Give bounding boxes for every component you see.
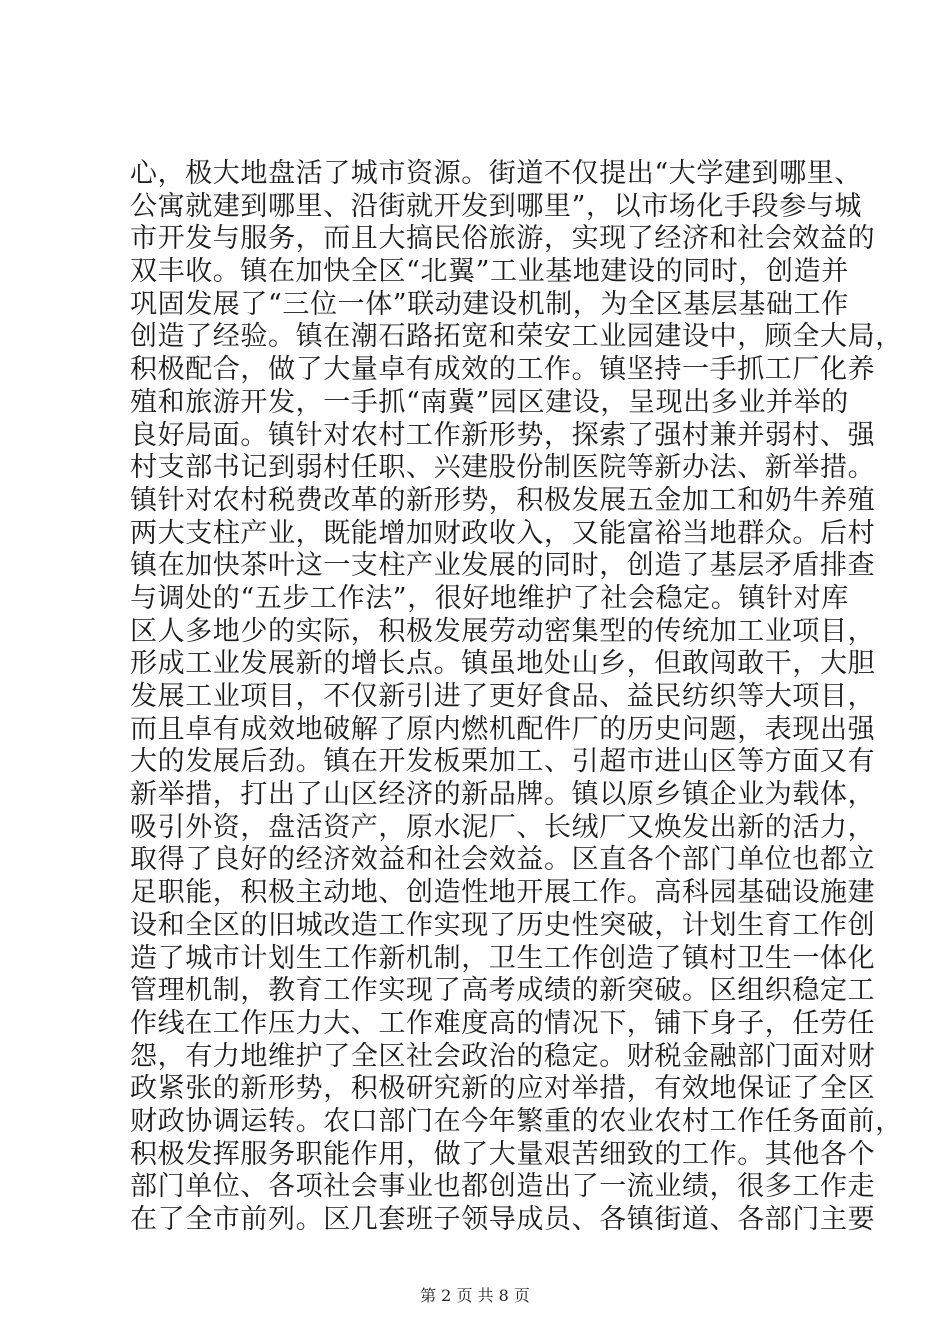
text-line: 部门单位、各项社会事业也都创造出了一流业绩，很多工作走 (130, 1171, 876, 1203)
text-line: 村支部书记到弱村任职、兴建股份制医院等新办法、新举措。 (130, 452, 876, 484)
page-footer: 第 2 页 共 8 页 (420, 1286, 530, 1305)
text-line: 取得了良好的经济效益和社会效益。区直各个部门单位也都立 (130, 844, 876, 876)
text-line: 积极配合，做了大量卓有成效的工作。镇坚持一手抓工厂化养 (130, 354, 876, 386)
text-line: 而且卓有成效地破解了原内燃机配件厂的历史问题，表现出强 (130, 713, 876, 745)
text-line: 在了全市前列。区几套班子领导成员、各镇街道、各部门主要 (130, 1204, 876, 1235)
text-line: 市开发与服务，而且大搞民俗旅游，实现了经济和社会效益的 (130, 223, 876, 255)
text-line: 心，极大地盘活了城市资源。街道不仅提出“大学建到哪里、 (130, 158, 863, 189)
body-text (130, 158, 903, 1237)
text-line: 大的发展后劲。镇在开发板栗加工、引超市进山区等方面又有 (130, 746, 876, 778)
text-line: 殖和旅游开发，一手抓“南冀”园区建设，呈现出多业并举的 (130, 386, 849, 418)
text-line: 足职能，积极主动地、创造性地开展工作。高科园基础设施建 (130, 877, 876, 909)
text-line: 巩固发展了“三位一体”联动建设机制，为全区基层基础工作 (130, 288, 849, 320)
text-line: 镇针对农村税费改革的新形势，积极发展五金加工和奶牛养殖 (130, 484, 876, 516)
text-line: 良好局面。镇针对农村工作新形势，探索了强村兼并弱村、强 (130, 419, 876, 451)
text-line: 财政协调运转。农口部门在今年繁重的农业农村工作任务面前， (130, 1105, 903, 1137)
text-line: 怨，有力地维护了全区社会政治的稳定。财税金融部门面对财 (130, 1040, 876, 1072)
text-line: 公寓就建到哪里、沿街就开发到哪里”，以市场化手段参与城 (130, 190, 863, 222)
text-line: 发展工业项目，不仅新引进了更好食品、益民纺织等大项目， (130, 681, 876, 712)
text-line: 双丰收。镇在加快全区“北翼”工业基地建设的同时，创造并 (130, 256, 849, 288)
text-line: 积极发挥服务职能作用，做了大量艰苦细致的工作。其他各个 (130, 1138, 876, 1170)
text-line: 新举措，打出了山区经济的新品牌。镇以原乡镇企业为载体， (130, 779, 876, 811)
text-line: 形成工业发展新的增长点。镇虽地处山乡，但敢闯敢干，大胆 (130, 648, 876, 680)
text-line: 镇在加快茶叶这一支柱产业发展的同时，创造了基层矛盾排查 (130, 550, 876, 582)
text-line: 政紧张的新形势，积极研究新的应对举措，有效地保证了全区 (130, 1073, 876, 1105)
text-line: 作线在工作压力大、工作难度高的情况下，铺下身子，任劳任 (130, 1007, 876, 1039)
text-line: 与调处的“五步工作法”，很好地维护了社会稳定。镇针对库 (130, 582, 849, 614)
text-line: 区人多地少的实际，积极发展劳动密集型的传统加工业项目， (130, 615, 876, 647)
text-line: 吸引外资，盘活资产，原水泥厂、长绒厂又焕发出新的活力， (130, 811, 876, 843)
text-line: 造了城市计划生工作新机制，卫生工作创造了镇村卫生一体化 (130, 942, 876, 974)
text-line: 管理机制，教育工作实现了高考成绩的新突破。区组织稳定工 (130, 975, 876, 1007)
text-line: 创造了经验。镇在潮石路拓宽和荣安工业园建设中，顾全大局， (130, 321, 903, 353)
text-line: 两大支柱产业，既能增加财政收入，又能富裕当地群众。后村 (130, 517, 876, 549)
text-line: 设和全区的旧城改造工作实现了历史性突破，计划生育工作创 (130, 909, 876, 941)
